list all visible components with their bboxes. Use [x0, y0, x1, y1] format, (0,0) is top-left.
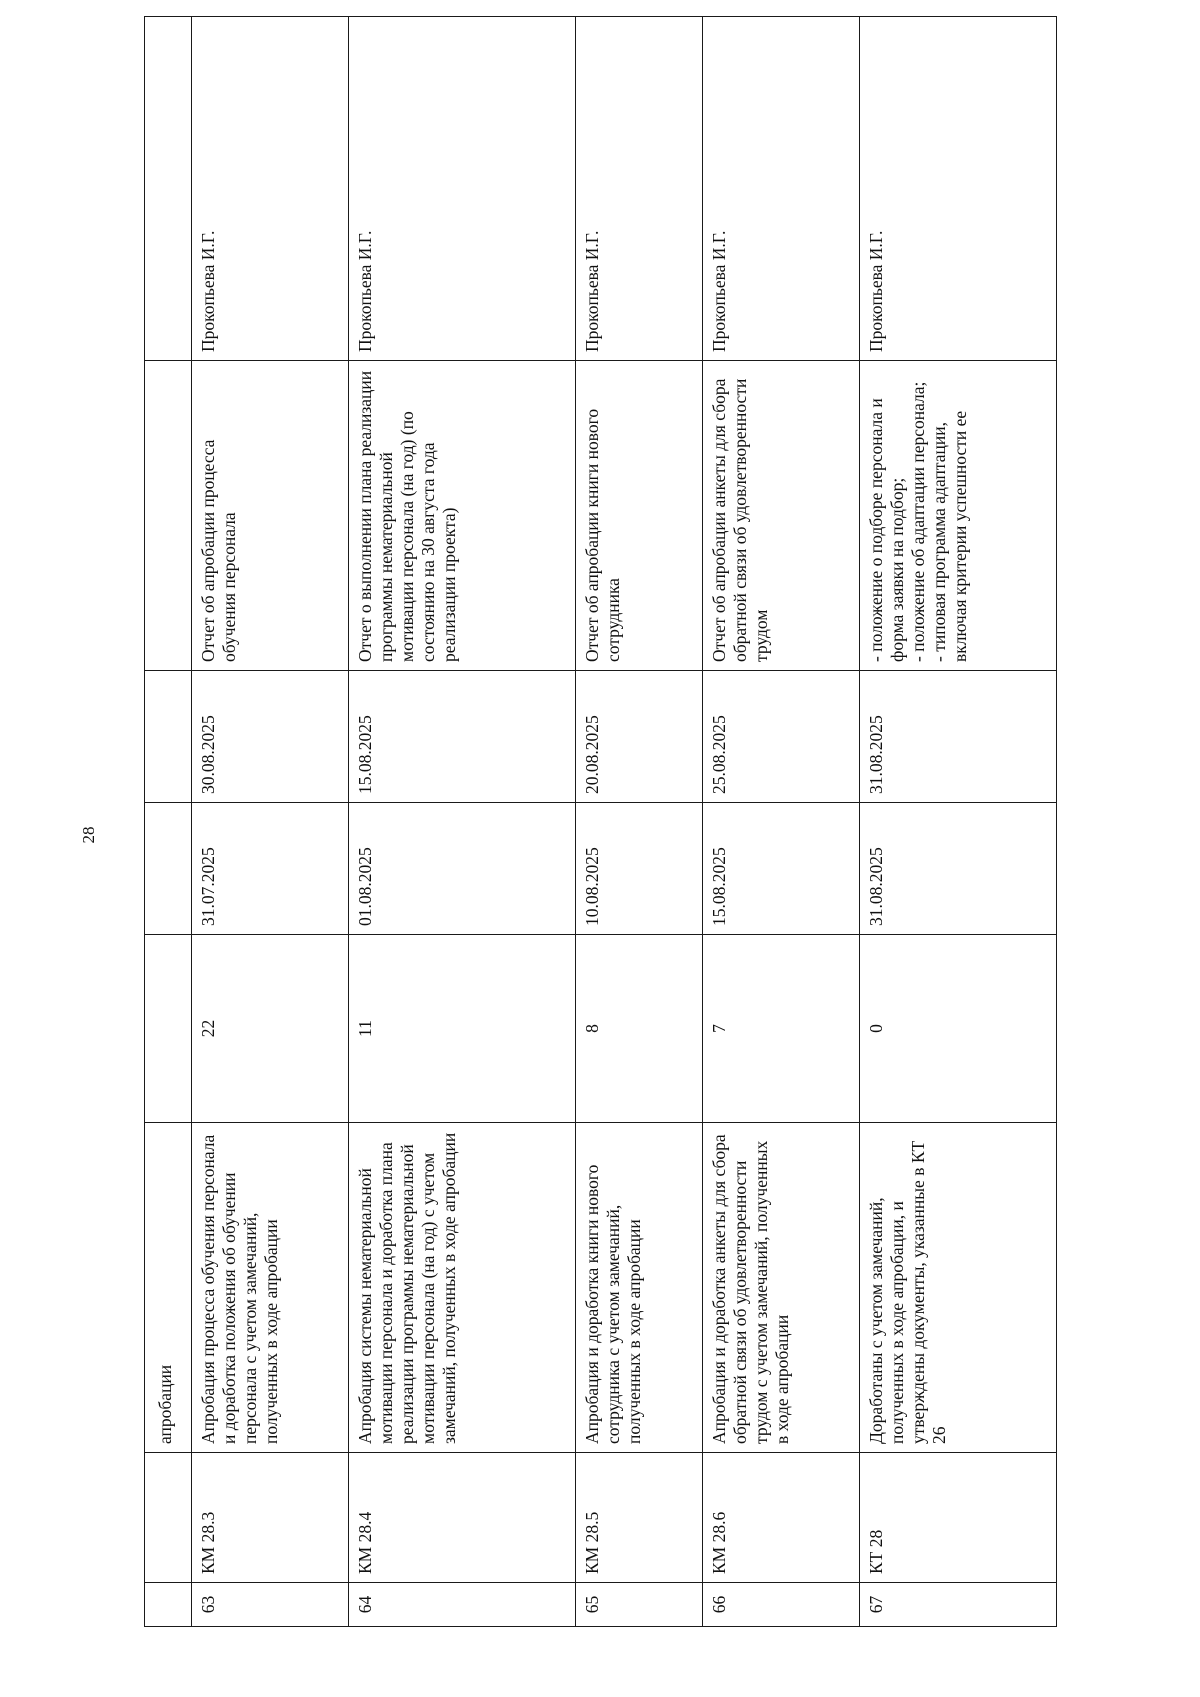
cell-responsible: Прокопьева И.Г. [860, 17, 1057, 361]
cell-code: КМ 28.4 [349, 1453, 576, 1583]
cell-responsible: Прокопьева И.Г. [349, 17, 576, 361]
cell-responsible: Прокопьева И.Г. [576, 17, 703, 361]
table-row [860, 17, 1057, 1627]
cell-responsible [145, 17, 192, 361]
rotated-page [144, 17, 1032, 1627]
cell-no: 64 [349, 1583, 576, 1627]
cell-end: 31.08.2025 [860, 671, 1057, 803]
cell-code [145, 1453, 192, 1583]
cell-end: 30.08.2025 [192, 671, 349, 803]
cell-no: 66 [703, 1583, 860, 1627]
table-row [192, 17, 349, 1627]
cell-result: Отчет об апробации процесса обучения персонала [192, 361, 349, 671]
cell-start: 31.07.2025 [192, 803, 349, 935]
cell-end [145, 671, 192, 803]
cell-responsible: Прокопьева И.Г. [192, 17, 349, 361]
schedule-table [144, 16, 1057, 1627]
cell-task: Апробация и доработка анкеты для сбора обратной связи об удовлетворенности трудом с учетом замечаний, полученных в ходе апробации [703, 1123, 860, 1453]
cell-days: 7 [703, 935, 860, 1123]
cell-start: 15.08.2025 [703, 803, 860, 935]
table-row-continuation [145, 17, 192, 1627]
cell-code: КТ 28 [860, 1453, 1057, 1583]
page-number: 28 [79, 826, 98, 844]
table-row [703, 17, 860, 1627]
cell-no: 63 [192, 1583, 349, 1627]
cell-code: КМ 28.6 [703, 1453, 860, 1583]
table-row [576, 17, 703, 1627]
schedule-table-wrapper [144, 17, 1032, 1627]
cell-task: апробации [145, 1123, 192, 1453]
cell-end: 20.08.2025 [576, 671, 703, 803]
cell-no: 67 [860, 1583, 1057, 1627]
cell-no: 65 [576, 1583, 703, 1627]
cell-days: 22 [192, 935, 349, 1123]
cell-result: - положение о подборе персонала и форма заявки на подбор; - положение об адаптации персонала; - типовая программа адаптации, включая критерии успешности ее [860, 361, 1057, 671]
cell-start: 31.08.2025 [860, 803, 1057, 935]
cell-end: 25.08.2025 [703, 671, 860, 803]
cell-responsible: Прокопьева И.Г. [703, 17, 860, 361]
cell-code: КМ 28.3 [192, 1453, 349, 1583]
cell-end: 15.08.2025 [349, 671, 576, 803]
table-row [349, 17, 576, 1627]
cell-no [145, 1583, 192, 1627]
cell-days: 0 [860, 935, 1057, 1123]
cell-days [145, 935, 192, 1123]
cell-days: 8 [576, 935, 703, 1123]
cell-task: Апробация и доработка книги нового сотрудника с учетом замечаний, полученных в ходе апробации [576, 1123, 703, 1453]
cell-start: 10.08.2025 [576, 803, 703, 935]
cell-result: Отчет о выполнении плана реализации программы нематериальной мотивации персонала (на год) (по состоянию на 30 августа года реализации проекта) [349, 361, 576, 671]
cell-start: 01.08.2025 [349, 803, 576, 935]
cell-days: 11 [349, 935, 576, 1123]
cell-task: Доработаны с учетом замечаний, полученных в ходе апробации, и утверждены документы, указанные в КТ 26 [860, 1123, 1057, 1453]
cell-result: Отчет об апробации книги нового сотрудника [576, 361, 703, 671]
cell-start [145, 803, 192, 935]
cell-code: КМ 28.5 [576, 1453, 703, 1583]
cell-result: Отчет об апробации анкеты для сбора обратной связи об удовлетворенности трудом [703, 361, 860, 671]
cell-result [145, 361, 192, 671]
cell-task: Апробация системы нематериальной мотивации персонала и доработка плана реализации программы нематериальной мотивации персонала (на год) с учетом замечаний, полученных в ходе апробации [349, 1123, 576, 1453]
cell-task: Апробация процесса обучения персонала и доработка положения об обучении персонала с учетом замечаний, полученных в ходе апробации [192, 1123, 349, 1453]
